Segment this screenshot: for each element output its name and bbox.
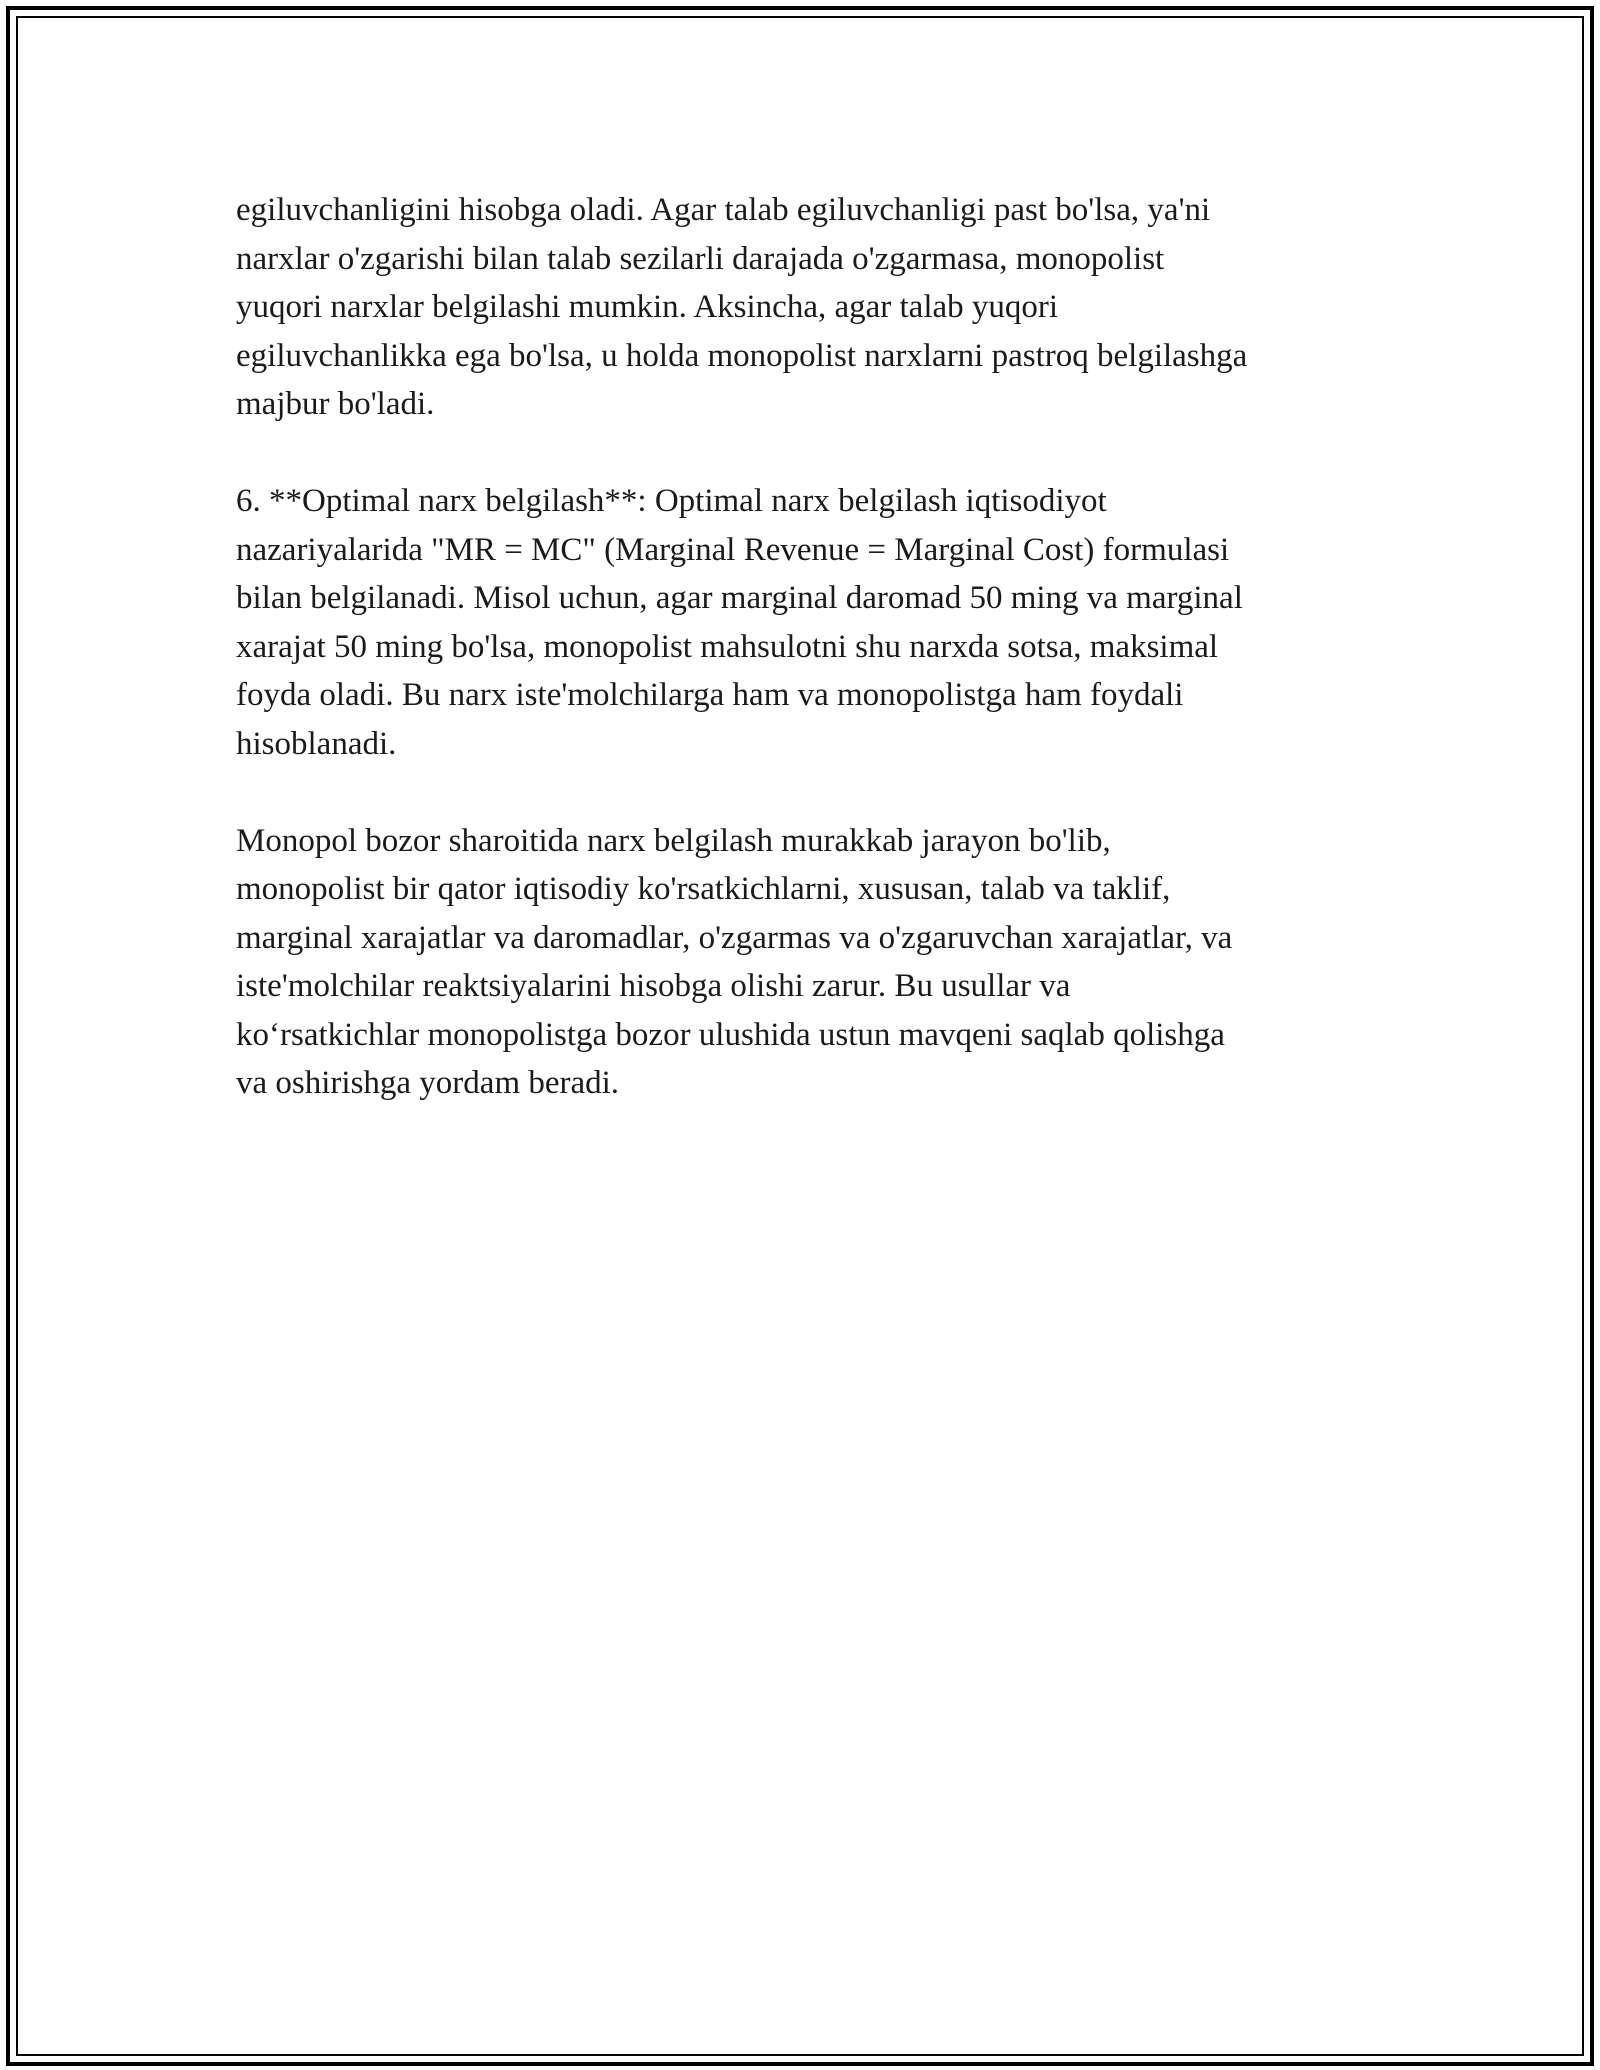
paragraph-elasticity: egiluvchanligini hisobga oladi. Agar talab egiluvchanligi past bo'lsa, ya'ni narxlar o'zgarishi bilan talab sezilarli darajada o'zgarmasa, monopolist yuqori narxlar belgilashi mumkin. Aksincha, agar talab yuqori egiluvchanlikka ega bo'lsa, u holda monopolist narxlarni pastroq belgilashga majbur bo'ladi. bbox=[236, 192, 1248, 422]
paragraph-conclusion: Monopol bozor sharoitida narx belgilash murakkab jarayon bo'lib, monopolist bir qator iqtisodiy ko'rsatkichlarni, xususan, talab va taklif, marginal xarajatlar va daromadlar, o'zgarmas va o'zgaruvchan xarajatlar, va iste'molchilar reaktsiyalarini hisobga olishi zarur. Bu usullar va ko‘rsatkichlar monopolistga bozor ulushida ustun mavqeni saqlab qolishga va oshirishga yordam beradi. bbox=[236, 822, 1233, 1101]
document-body bbox=[236, 186, 1366, 1156]
paragraph-optimal-pricing: 6. **Optimal narx belgilash**: Optimal narx belgilash iqtisodiyot nazariyalarida "MR = MC" (Marginal Revenue = Marginal Cost) formulasi bilan belgilanadi. Misol uchun, agar marginal daromad 50 ming va marginal xarajat 50 ming bo'lsa, monopolist mahsulotni shu narxda sotsa, maksimal foyda oladi. Bu narx iste'molchilarga ham va monopolistga ham foydali hisoblanadi. bbox=[236, 483, 1243, 762]
